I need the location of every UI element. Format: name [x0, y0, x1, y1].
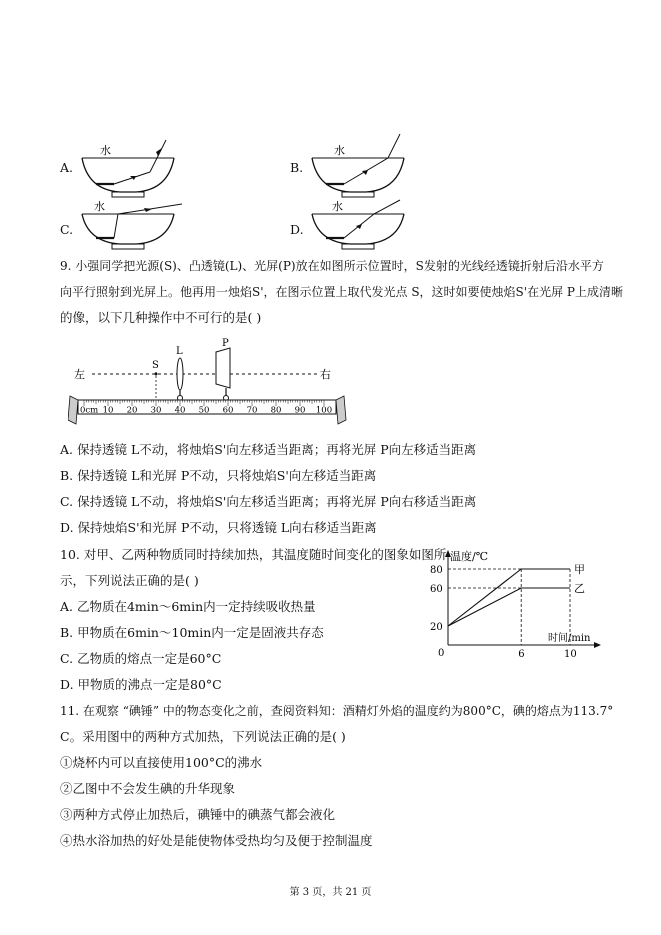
y-axis-label: 温度/℃ — [450, 550, 489, 563]
optical-bench-figure — [68, 334, 348, 434]
q11-stem-line2: C。采用图中的两种方式加热，下列说法正确的是( ) — [60, 729, 346, 744]
q9-option-d: D. 保持烛焰S'和光屏 P不动，只将透镜 L向右移适当距离 — [60, 520, 377, 535]
right-label: 右 — [320, 368, 331, 381]
bench-tick-label: 70 — [246, 405, 258, 416]
bench-tick-label: 40 — [174, 405, 186, 416]
bench-tick-label: 0cm — [80, 405, 99, 416]
bench-tick-label: 30 — [150, 405, 162, 416]
bowl-diagram-a — [78, 132, 178, 202]
q9-option-b: B. 保持透镜 L和光屏 P不动，只将烛焰S'向左移适当距离 — [60, 468, 377, 483]
page-footer: 第 3 页，共 21 页 — [289, 887, 372, 898]
q11-stem-line1: 11. 在观察 “碘锤” 中的物态变化之前，查阅资料知：酒精灯外焰的温度约为800°C，碘的熔点为113.7° — [60, 704, 614, 718]
water-label-b: 水 — [334, 144, 345, 157]
option-b-label: B. — [290, 160, 304, 175]
bowl-diagram-d — [308, 198, 408, 258]
bench-tick-label: 90 — [294, 405, 306, 416]
q11-item-2: ②乙图中不会发生碘的升华现象 — [60, 781, 236, 796]
bench-tick-label: 10 — [102, 405, 114, 416]
bench-tick-label: 80 — [270, 405, 282, 416]
q10-option-d: D. 甲物质的沸点一定是80°C — [60, 677, 222, 692]
y-tick-label: 60 — [430, 584, 443, 595]
q9-option-c: C. 保持透镜 L不动，将烛焰S'向左移适当距离；再将光屏 P向右移适当距离 — [60, 494, 477, 509]
x-axis-arrow — [594, 642, 601, 648]
q9-option-a: A. 保持透镜 L不动，将烛焰S'向左移适当距离；再将光屏 P向左移适当距离 — [60, 442, 477, 457]
bench-tick-label: 100 — [315, 405, 333, 416]
bench-tick-label: 60 — [222, 405, 234, 416]
x-tick-label: 10 — [564, 649, 577, 660]
bowl-diagram-b — [308, 132, 408, 202]
left-label: 左 — [74, 368, 85, 381]
option-c-label: C. — [60, 222, 74, 237]
bench-tick-label: 20 — [126, 405, 138, 416]
series-line-yi — [448, 588, 570, 626]
series-line-jia — [448, 569, 570, 626]
q10-option-a: A. 乙物质在4min～6min内一定持续吸收热量 — [60, 599, 316, 614]
q9-stem-line1: 9. 小强同学把光源(S)、凸透镜(L)、光屏(P)放在如图所示位置时，S发射的光线经透镜折射后沿水平方 — [60, 259, 604, 273]
bench-tick-label: 50 — [198, 405, 210, 416]
y-tick-label: 80 — [430, 565, 443, 576]
q10-option-c: C. 乙物质的熔点一定是60°C — [60, 651, 222, 666]
source-s-label: S — [152, 360, 159, 371]
x-tick-label: 0 — [438, 648, 445, 659]
series-label: 乙 — [574, 582, 585, 595]
q10-stem-line2: 示，下列说法正确的是( ) — [60, 573, 199, 588]
q11-item-3: ③两种方式停止加热后，碘锤中的碘蒸气都会液化 — [60, 807, 336, 822]
water-label-d: 水 — [332, 200, 343, 213]
x-axis-label: 时间/min — [548, 633, 591, 644]
q10-option-b: B. 甲物质在6min～10min内一定是固液共存态 — [60, 625, 324, 640]
water-label-c: 水 — [94, 200, 105, 213]
q11-item-4: ④热水浴加热的好处是能使物体受热均匀及便于控制温度 — [60, 833, 373, 848]
q11-item-1: ①烧杯内可以直接使用100°C的沸水 — [60, 755, 263, 770]
y-tick-label: 20 — [430, 622, 443, 633]
option-d-label: D. — [290, 222, 304, 237]
water-label-a: 水 — [100, 144, 111, 157]
bowl-diagram-c — [78, 198, 188, 258]
temperature-time-chart — [422, 545, 604, 665]
series-label: 甲 — [574, 563, 585, 576]
option-a-label: A. — [60, 160, 74, 175]
q9-stem-line2: 向平行照射到光屏上。他再用一烛焰S'，在图示位置上取代发光点 S，这时如要使烛焰S'在光屏 P上成清晰 — [60, 285, 623, 299]
lens-l-label: L — [176, 346, 183, 357]
q10-stem-line1: 10. 对甲、乙两种物质同时持续加热，其温度随时间变化的图象如图所 — [60, 547, 447, 562]
screen-p-label: P — [222, 338, 229, 349]
q9-stem-line3: 的像，以下几种操作中不可行的是( ) — [60, 310, 262, 325]
x-tick-label: 6 — [518, 649, 525, 660]
